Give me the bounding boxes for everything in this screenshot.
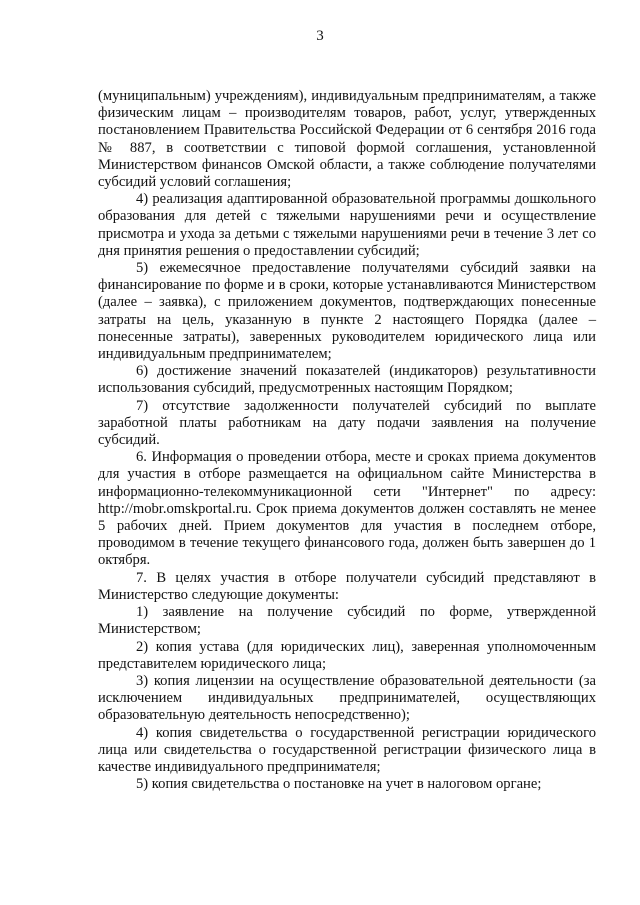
paragraph-item-6: 6) достижение значений показателей (индикаторов) результативности использования субсидий, предусмотренных настоящим Порядком;: [98, 363, 596, 397]
paragraph-doc-2: 2) копия устава (для юридических лиц), заверенная уполномоченным представителем юридического лица;: [98, 638, 596, 672]
document-body: [98, 88, 596, 793]
paragraph-item-5: 5) ежемесячное предоставление получателями субсидий заявки на финансирование по форме и в сроки, которые устанавливаются Министерством (далее – заявка), с приложением документов, подтверждающих понесенные затраты на цель, указанную в пункте 2 настоящего Порядка (далее – понесенные затраты), заверенных руководителем юридического лица или индивидуальным предпринимателем;: [98, 260, 596, 363]
paragraph-item-7: 7) отсутствие задолженности получателей субсидий по выплате заработной платы работникам на дату подачи заявления на получение субсидий.: [98, 397, 596, 449]
paragraph-doc-3: 3) копия лицензии на осуществление образовательной деятельности (за исключением индивидуальных предпринимателей, осуществляющих образовательную деятельность непосредственно);: [98, 672, 596, 724]
paragraph-doc-4: 4) копия свидетельства о государственной регистрации юридического лица или свидетельства о государственной регистрации физического лица в качестве индивидуального предпринимателя;: [98, 724, 596, 775]
paragraph-doc-1: 1) заявление на получение субсидий по форме, утвержденной Министерством;: [98, 604, 596, 638]
page-number: 3: [316, 28, 324, 44]
paragraph-item-4: 4) реализация адаптированной образовательной программы дошкольного образования для детей с тяжелыми нарушениями речи и осуществление присмотра и ухода за детьми с тяжелыми нарушениями речи в течение 3 лет со дня принятия решения о предоставлении субсидий;: [98, 191, 596, 259]
paragraph-continuation: (муниципальным) учреждениям), индивидуальным предпринимателям, а также физическим лицам – производителям товаров, работ, услуг, утвержденных постановлением Правительства Российской Федерации от 6 сентября 2016 года № 887, в соответствии с типовой формой соглашения, установленной Министерством финансов Омской области, а также соблюдение получателями субсидий условий соглашения;: [98, 88, 596, 191]
paragraph-section-6: 6. Информация о проведении отбора, месте и сроках приема документов для участия в отборе размещается на официальном сайте Министерства в информационно-телекоммуникационной сети "Интернет" по адресу: http://mobr.omskportal.ru. Срок приема документов должен составлять не менее 5 рабочих дней. Прием документов для участия в последнем отборе, проводимом в течение текущего финансового года, должен быть завершен до 1 октября.: [98, 449, 596, 569]
paragraph-section-7: 7. В целях участия в отборе получатели субсидий представляют в Министерство следующие документы:: [98, 569, 596, 603]
paragraph-doc-5: 5) копия свидетельства о постановке на учет в налоговом органе;: [136, 776, 542, 793]
